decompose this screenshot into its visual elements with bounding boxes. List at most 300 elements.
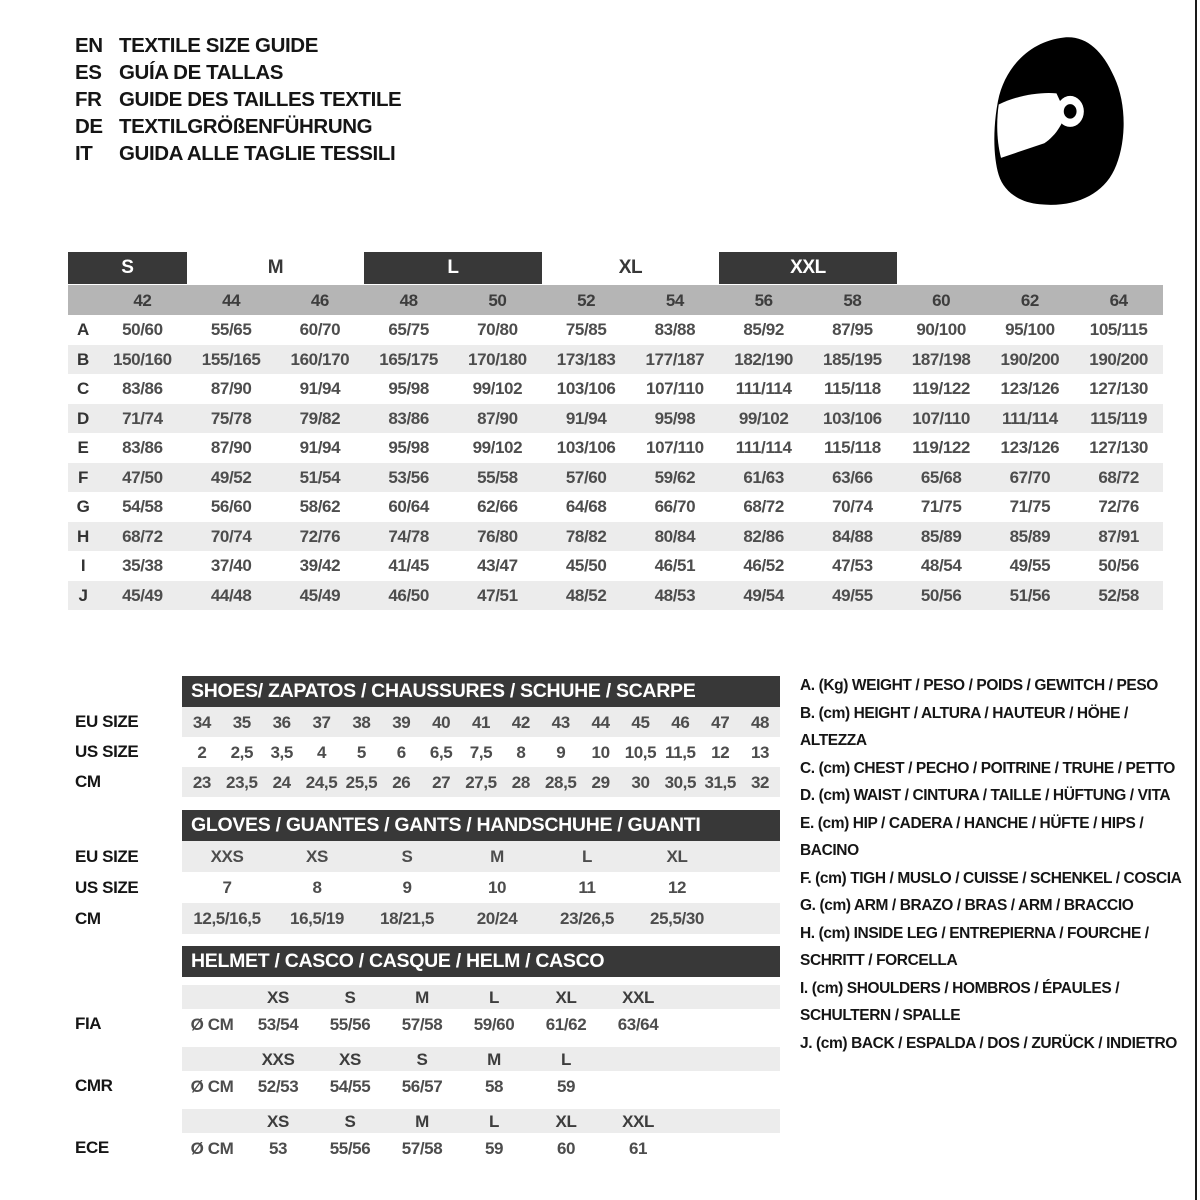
row-values <box>182 1133 780 1163</box>
helmet-size-label: XL <box>555 1111 577 1131</box>
measurement-legend <box>800 672 1192 1057</box>
value-cell: L <box>582 847 592 866</box>
value-cell: 65/75 <box>388 320 429 340</box>
value-cell: 13 <box>751 742 770 762</box>
row-label: US SIZE <box>75 877 139 897</box>
value-cell: 35/38 <box>122 556 163 576</box>
value-cell: 37 <box>312 712 331 732</box>
value-cell: 59 <box>556 1076 576 1096</box>
unit-spacer <box>182 1109 242 1133</box>
gloves-table <box>68 810 780 934</box>
value-cell: 35 <box>232 712 251 732</box>
unit-label: Ø CM <box>190 1014 234 1034</box>
row-label: J <box>78 585 88 605</box>
value-cell: 57/60 <box>565 467 607 487</box>
row-label: D <box>77 408 89 428</box>
value-cell: 38 <box>352 712 371 732</box>
value-cell: 2 <box>197 742 207 762</box>
value-cell: 12 <box>711 742 730 762</box>
value-cell: 30 <box>631 772 650 792</box>
value-cell: 52/53 <box>257 1076 299 1096</box>
value-cell: 91/94 <box>565 408 607 428</box>
helmet-size-label: S <box>416 1049 428 1069</box>
row-values <box>182 737 780 767</box>
value-cell: 87/90 <box>210 438 252 458</box>
legend-item: I. (cm) SHOULDERS / HOMBROS / ÉPAULES / SCHULTERN / SPALLE <box>800 979 1120 1024</box>
value-cell: 25,5/30 <box>650 909 704 928</box>
value-cell: 60 <box>556 1138 576 1158</box>
size-group-header <box>68 252 1163 285</box>
table-row <box>68 433 1163 463</box>
value-cell: 99/102 <box>472 379 523 399</box>
value-cell: 55/58 <box>477 467 518 487</box>
value-cell: 50/60 <box>122 320 163 340</box>
value-cell: 115/119 <box>1090 408 1148 428</box>
value-cell: 63/66 <box>832 467 873 487</box>
value-cell: 103/106 <box>556 379 616 399</box>
value-cell: 59/60 <box>473 1014 515 1034</box>
value-cell: 74/78 <box>388 526 429 546</box>
value-cell: 80/84 <box>654 526 696 546</box>
value-cell: 48/52 <box>565 585 607 605</box>
language-list <box>75 32 401 167</box>
value-cell: 56/60 <box>210 497 252 517</box>
row-label: B <box>77 349 89 369</box>
value-cell: 75/85 <box>565 320 607 340</box>
value-cell: 45/49 <box>122 585 163 605</box>
value-cell: 23 <box>192 772 211 792</box>
value-cell: 29 <box>591 772 610 792</box>
value-cell: 165/175 <box>379 349 438 369</box>
shoes-row <box>68 767 780 797</box>
value-cell: 70/74 <box>832 497 873 517</box>
value-cell: 111/114 <box>1001 408 1058 428</box>
value-cell: 30,5 <box>664 772 697 792</box>
value-cell: 3,5 <box>270 742 293 762</box>
value-cell: 47/50 <box>122 467 163 487</box>
value-cell: 72/76 <box>299 526 341 546</box>
row-label-spacer <box>68 1047 182 1071</box>
value-cell: 39/42 <box>299 556 341 576</box>
value-cell: 68/72 <box>743 497 784 517</box>
language-row <box>75 140 401 167</box>
value-cell: 62/66 <box>477 497 518 517</box>
row-label: A <box>77 320 89 340</box>
shoes-row <box>68 737 780 767</box>
value-cell: 63/64 <box>617 1014 659 1034</box>
value-cell: 41 <box>471 712 491 732</box>
value-cell: 28,5 <box>544 772 577 792</box>
value-cell: 127/130 <box>1089 379 1148 399</box>
helmet-rows <box>68 985 780 1163</box>
language-row <box>75 32 401 59</box>
helmet-size-label: L <box>561 1049 571 1069</box>
row-values <box>182 841 780 872</box>
row-label: C <box>77 379 89 399</box>
value-cell: 45/50 <box>565 556 607 576</box>
value-cell: 7,5 <box>469 742 493 762</box>
value-cell: 59/62 <box>654 467 696 487</box>
value-cell: 57/58 <box>401 1014 443 1034</box>
language-row <box>75 59 401 86</box>
gloves-rows <box>68 841 780 934</box>
value-cell: 48/54 <box>920 556 962 576</box>
value-cell: 50/56 <box>920 585 962 605</box>
legend-item: E. (cm) HIP / CADERA / HANCHE / HÜFTE / HIPS / BACINO <box>800 814 1144 859</box>
row-label: EU SIZE <box>75 712 139 731</box>
value-cell: 85/89 <box>920 526 962 546</box>
value-cell: 95/98 <box>654 408 696 428</box>
value-cell: 11 <box>578 878 596 897</box>
unit-label: Ø CM <box>190 1138 234 1158</box>
numeric-size: 46 <box>310 290 329 310</box>
value-cell: 68/72 <box>1098 467 1139 487</box>
row-label: E <box>77 438 89 458</box>
gloves-row <box>68 903 780 934</box>
value-cell: 7 <box>222 878 232 897</box>
legend-item: J. (cm) BACK / ESPALDA / DOS / ZURÜCK / INDIETRO <box>800 1034 1177 1052</box>
value-cell: 64/68 <box>565 497 607 517</box>
value-cell: 160/170 <box>290 349 350 369</box>
helmet-value-row <box>68 1133 780 1163</box>
value-cell: 90/100 <box>916 320 966 340</box>
value-cell: 150/160 <box>113 349 172 369</box>
row-label: I <box>80 556 86 576</box>
value-cell: 28 <box>511 772 530 792</box>
row-values <box>182 872 780 903</box>
value-cell: 177/187 <box>645 349 705 369</box>
value-cell: 44 <box>591 712 610 732</box>
value-cell: 66/70 <box>654 497 696 517</box>
value-cell: 99/102 <box>472 438 523 458</box>
row-label: US SIZE <box>75 742 139 761</box>
value-cell: 57/58 <box>401 1138 443 1158</box>
value-cell: 115/118 <box>823 438 881 458</box>
value-cell: 170/180 <box>468 349 527 369</box>
value-cell: 41/45 <box>388 556 429 576</box>
value-cell: 67/70 <box>1009 467 1051 487</box>
value-cell: 119/122 <box>912 379 970 399</box>
value-cell: 5 <box>356 742 366 762</box>
value-cell: 25,5 <box>345 772 378 792</box>
value-cell: 46 <box>671 712 690 732</box>
value-cell: 49/55 <box>1009 556 1051 576</box>
value-cell: 84/88 <box>832 526 873 546</box>
value-cell: 70/80 <box>477 320 518 340</box>
value-cell: 60/64 <box>388 497 429 517</box>
row-values <box>182 1109 780 1133</box>
value-cell: 71/75 <box>920 497 962 517</box>
value-cell: 45 <box>631 712 650 732</box>
shoes-rows <box>68 707 780 797</box>
value-cell: 61/63 <box>743 467 784 487</box>
legend-item: A. (Kg) WEIGHT / PESO / POIDS / GEWITCH / PESO <box>800 677 1158 694</box>
value-cell: 53/54 <box>257 1014 299 1034</box>
value-cell: XS <box>306 847 328 866</box>
helmet-table-title: HELMET / CASCO / CASQUE / HELM / CASCO <box>182 946 780 977</box>
value-cell: 173/183 <box>556 349 616 369</box>
value-cell: 182/190 <box>734 349 793 369</box>
value-cell: 99/102 <box>738 408 789 428</box>
unit-label: Ø CM <box>190 1076 234 1096</box>
value-cell: 12,5/16,5 <box>193 909 261 928</box>
numeric-size-header <box>68 285 1163 315</box>
value-cell: 47/53 <box>832 556 873 576</box>
helmet-size-label: XS <box>339 1049 361 1069</box>
value-cell: 61 <box>628 1138 648 1158</box>
value-cell: 107/110 <box>646 438 704 458</box>
value-cell: 54/55 <box>329 1076 371 1096</box>
row-label: F <box>78 467 88 487</box>
value-cell: 82/86 <box>743 526 784 546</box>
table-row <box>68 345 1163 375</box>
value-cell: 32 <box>751 772 770 792</box>
helmet-value-row <box>68 1071 780 1101</box>
value-cell: 8 <box>312 878 322 897</box>
row-values <box>182 985 780 1009</box>
value-cell: 83/88 <box>654 320 696 340</box>
value-cell: 26 <box>392 772 411 792</box>
helmet-size-label: S <box>344 1111 356 1131</box>
value-cell: 55/56 <box>329 1138 371 1158</box>
value-cell: 6 <box>396 742 406 762</box>
value-cell: 23/26,5 <box>560 909 614 928</box>
value-cell: 58/62 <box>299 497 341 517</box>
value-cell: 46/51 <box>654 556 696 576</box>
value-cell: 60/70 <box>299 320 341 340</box>
language-row <box>75 86 401 113</box>
value-cell: 83/86 <box>122 379 163 399</box>
value-cell: 72/76 <box>1098 497 1139 517</box>
legend-item: H. (cm) INSIDE LEG / ENTREPIERNA / FOURCHE / SCHRITT / FORCELLA <box>800 924 1149 969</box>
value-cell: 46/52 <box>743 556 784 576</box>
value-cell: 95/98 <box>388 379 429 399</box>
language-code: IT <box>75 142 93 165</box>
value-cell: 83/86 <box>122 438 163 458</box>
unit-spacer <box>182 985 242 1009</box>
value-cell: 47/51 <box>477 585 518 605</box>
value-cell: 187/198 <box>911 349 971 369</box>
value-cell: 107/110 <box>646 379 704 399</box>
numeric-size: 60 <box>932 290 951 310</box>
row-values <box>182 903 780 934</box>
value-cell: 20/24 <box>476 909 518 928</box>
value-cell: 119/122 <box>912 438 970 458</box>
value-cell: 51/54 <box>299 467 341 487</box>
helmet-size-label: XXS <box>261 1049 295 1069</box>
helmet-size-label: XS <box>267 1111 289 1131</box>
language-code: DE <box>75 115 103 138</box>
value-cell: 87/91 <box>1098 526 1139 546</box>
legend-item: F. (cm) TIGH / MUSLO / CUISSE / SCHENKEL / COSCIA <box>800 869 1182 887</box>
table-row <box>68 315 1163 345</box>
value-cell: 9 <box>402 878 412 897</box>
value-cell: 23,5 <box>226 772 258 792</box>
row-label: H <box>77 526 89 546</box>
racing-helmet-icon <box>982 34 1134 206</box>
legend-item: G. (cm) ARM / BRAZO / BRAS / ARM / BRACCIO <box>800 897 1134 914</box>
value-cell: 55/56 <box>329 1014 371 1034</box>
value-cell: 56/57 <box>401 1076 443 1096</box>
row-label-spacer <box>68 985 182 1009</box>
value-cell: 51/56 <box>1009 585 1051 605</box>
size-group-label: XL <box>618 257 643 278</box>
helmet-size-table <box>68 946 780 1163</box>
value-cell: 83/86 <box>388 408 429 428</box>
value-cell: M <box>490 847 504 866</box>
value-cell: 155/165 <box>201 349 261 369</box>
shoes-table-title: SHOES/ ZAPATOS / CHAUSSURES / SCHUHE / SCARPE <box>182 676 780 707</box>
value-cell: 58 <box>484 1076 504 1096</box>
value-cell: 190/200 <box>1089 349 1148 369</box>
value-cell: 71/74 <box>122 408 163 428</box>
language-title: GUÍA DE TALLAS <box>119 61 284 84</box>
numeric-size: 42 <box>133 290 152 310</box>
helmet-value-row <box>68 1009 780 1039</box>
gloves-row <box>68 872 780 903</box>
value-cell: 85/89 <box>1009 526 1051 546</box>
value-cell: 65/68 <box>920 467 962 487</box>
unit-spacer <box>182 1047 242 1071</box>
value-cell: 42 <box>511 712 530 732</box>
value-cell: 123/126 <box>1000 379 1060 399</box>
value-cell: 79/82 <box>299 408 341 428</box>
measurement-rows <box>68 315 1163 610</box>
language-code: FR <box>75 88 102 111</box>
size-group-label: XXL <box>719 252 897 284</box>
numeric-header-spacer <box>68 285 98 315</box>
value-cell: 34 <box>192 712 211 732</box>
value-cell: 103/106 <box>556 438 616 458</box>
row-label: EU SIZE <box>75 846 139 866</box>
value-cell: 61/62 <box>545 1014 587 1034</box>
numeric-size: 48 <box>399 290 418 310</box>
value-cell: 115/118 <box>823 379 881 399</box>
helmet-size-label: M <box>415 987 429 1007</box>
language-code: ES <box>75 61 102 84</box>
helmet-size-label: XXL <box>622 987 654 1007</box>
row-label: CM <box>75 908 101 928</box>
value-cell: 59 <box>484 1138 504 1158</box>
value-cell: 87/90 <box>210 379 252 399</box>
value-cell: 39 <box>392 712 411 732</box>
value-cell: 70/74 <box>210 526 252 546</box>
legend-item: C. (cm) CHEST / PECHO / POITRINE / TRUHE / PETTO <box>800 759 1175 777</box>
row-values <box>182 707 780 737</box>
row-values <box>182 1047 780 1071</box>
helmet-size-label: XXL <box>622 1111 654 1131</box>
value-cell: 111/114 <box>735 379 792 399</box>
value-cell: 36 <box>272 712 291 732</box>
language-code: EN <box>75 34 103 57</box>
value-cell: 127/130 <box>1089 438 1148 458</box>
numeric-size: 52 <box>577 290 596 310</box>
value-cell: 4 <box>316 742 327 762</box>
value-cell: XL <box>666 847 688 866</box>
value-cell: 10 <box>591 742 610 762</box>
value-cell: 50/56 <box>1098 556 1139 576</box>
size-group-label: L <box>364 252 542 284</box>
numeric-size: 62 <box>1020 290 1039 310</box>
value-cell: 24,5 <box>305 772 338 792</box>
numeric-size: 58 <box>843 290 862 310</box>
standard-label: ECE <box>75 1138 109 1157</box>
value-cell: 44/48 <box>210 585 252 605</box>
legend-item: D. (cm) WAIST / CINTURA / TAILLE / HÜFTUNG / VITA <box>800 787 1171 804</box>
value-cell: 87/95 <box>832 320 873 340</box>
value-cell: 24 <box>272 772 291 792</box>
row-label-spacer <box>68 1109 182 1133</box>
value-cell: 43 <box>551 712 570 732</box>
helmet-size-header-row <box>68 985 780 1009</box>
value-cell: 123/126 <box>1000 438 1060 458</box>
value-cell: 53 <box>268 1138 288 1158</box>
table-row <box>68 551 1163 581</box>
value-cell <box>602 1071 674 1101</box>
value-cell: 49/55 <box>832 585 873 605</box>
value-cell: 78/82 <box>565 526 607 546</box>
helmet-size-label: XS <box>267 987 289 1007</box>
textile-size-table <box>68 252 1163 610</box>
language-title: TEXTILE SIZE GUIDE <box>119 34 318 57</box>
value-cell: 91/94 <box>299 438 341 458</box>
value-cell: 12 <box>667 878 687 897</box>
value-cell: 111/114 <box>735 438 792 458</box>
value-cell: 40 <box>432 712 451 732</box>
shoes-table <box>68 676 780 797</box>
legend-item: B. (cm) HEIGHT / ALTURA / HAUTEUR / HÖHE / ALTEZZA <box>800 704 1128 749</box>
language-title: GUIDA ALLE TAGLIE TESSILI <box>119 142 396 165</box>
value-cell: 8 <box>516 742 526 762</box>
numeric-size: 56 <box>754 290 773 310</box>
value-cell: 68/72 <box>122 526 163 546</box>
value-cell: S <box>401 847 413 866</box>
value-cell: 2,5 <box>230 742 253 762</box>
size-group-label: S <box>68 252 187 284</box>
value-cell: 107/110 <box>912 408 970 428</box>
value-cell: 54/58 <box>122 497 163 517</box>
value-cell: 49/52 <box>210 467 252 487</box>
value-cell: 11,5 <box>665 742 696 762</box>
value-cell: 16,5/19 <box>290 909 344 928</box>
value-cell: 53/56 <box>388 467 429 487</box>
value-cell: 185/195 <box>823 349 882 369</box>
value-cell: 10,5 <box>624 742 657 762</box>
gloves-row <box>68 841 780 872</box>
value-cell: 105/115 <box>1089 320 1148 340</box>
language-title: TEXTILGRÖßENFÜHRUNG <box>119 115 373 138</box>
value-cell: 48/53 <box>654 585 696 605</box>
value-cell: 48 <box>751 712 770 732</box>
size-group-label: M <box>267 257 284 278</box>
value-cell: 95/100 <box>1005 320 1055 340</box>
value-cell: 10 <box>487 878 507 897</box>
table-row <box>68 581 1163 611</box>
standard-label: FIA <box>75 1014 102 1033</box>
value-cell: 18/21,5 <box>380 909 434 928</box>
numeric-size: 64 <box>1109 290 1128 310</box>
helmet-size-label <box>602 1047 674 1071</box>
row-label: G <box>76 497 90 517</box>
value-cell: 9 <box>556 742 566 762</box>
helmet-size-label: S <box>344 987 356 1007</box>
value-cell: 46/50 <box>388 585 429 605</box>
value-cell: 71/75 <box>1009 497 1051 517</box>
numeric-size: 44 <box>222 290 241 310</box>
value-cell: 91/94 <box>299 379 341 399</box>
value-cell: 75/78 <box>210 408 252 428</box>
value-cell: 27,5 <box>465 772 497 792</box>
